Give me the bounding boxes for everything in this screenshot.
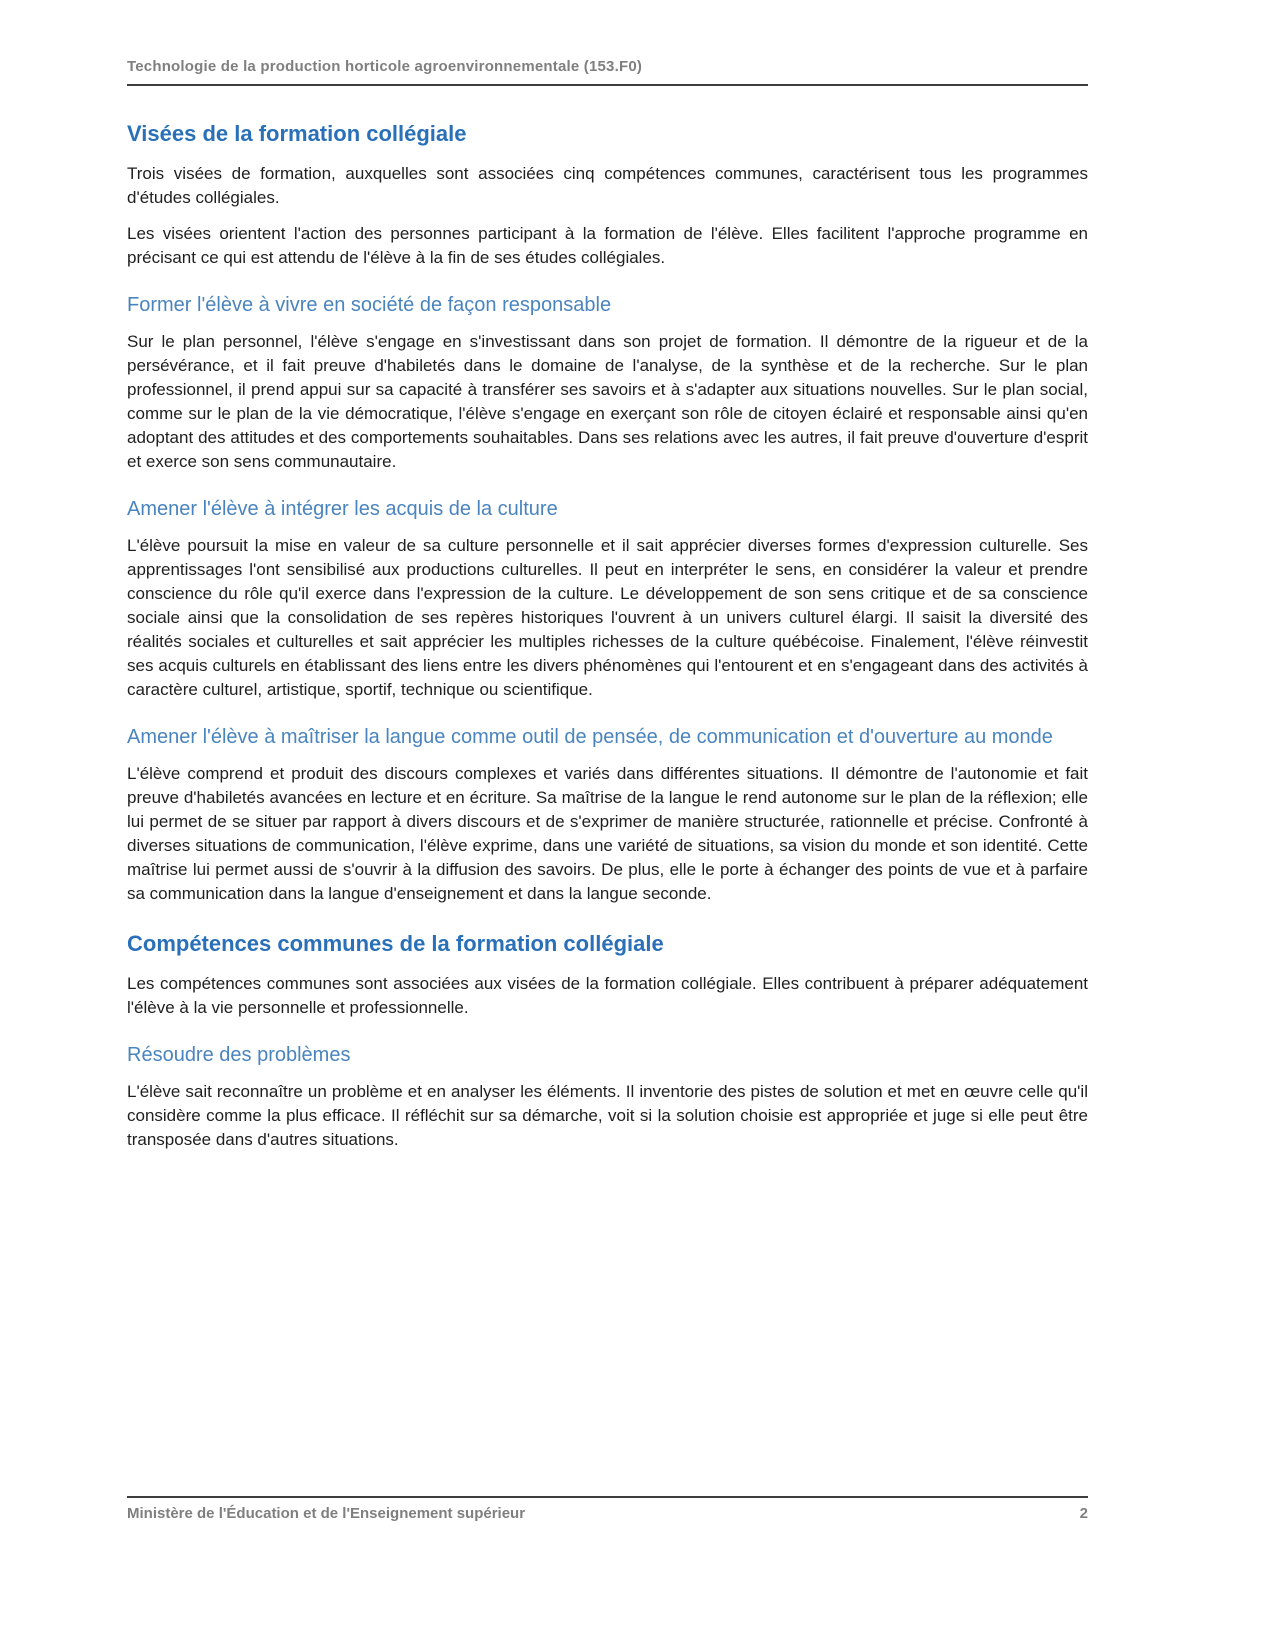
subheading-maitriser-langue: Amener l'élève à maîtriser la langue comme outil de pensée, de communication et d'ouverture au monde (127, 726, 1053, 748)
document-content (127, 120, 1088, 1164)
paragraph: L'élève poursuit la mise en valeur de sa culture personnelle et il sait apprécier diverses formes d'expression culturelle. Ses apprentissages l'ont sensibilisé aux productions culturelles. Il peut en interpréter le sens, en considérer la valeur et prendre conscience du rôle qu'il exerce dans l'expression de la culture. Le développement de son sens critique et de sa conscience sociale ainsi que la consolidation de ses repères historiques l'ouvrent à un univers culturel élargi. Il saisit la diversité des réalités sociales et culturelles et sait apprécier les multiples richesses de la culture québécoise. Finalement, l'élève réinvestit ses acquis culturels en établissant des liens entre les divers phénomènes qui l'entourent et en s'engageant dans des activités à caractère culturel, artistique, sportif, technique ou scientifique. (127, 536, 1088, 699)
subheading-integrer-acquis-culture: Amener l'élève à intégrer les acquis de la culture (127, 498, 558, 520)
paragraph: L'élève sait reconnaître un problème et en analyser les éléments. Il inventorie des pistes de solution et met en œuvre celle qu'il considère comme la plus efficace. Il réfléchit sur sa démarche, voit si la solution choisie est appropriée et juge si elle peut être transposée dans d'autres situations. (127, 1082, 1088, 1149)
header-rule (127, 84, 1088, 86)
subheading-resoudre-problemes: Résoudre des problèmes (127, 1044, 351, 1066)
paragraph: Les compétences communes sont associées aux visées de la formation collégiale. Elles contribuent à préparer adéquatement l'élève à la vie personnelle et professionnelle. (127, 974, 1088, 1017)
footer-page-number: 2 (1079, 1505, 1088, 1522)
footer-rule (127, 1496, 1088, 1498)
paragraph: Sur le plan personnel, l'élève s'engage en s'investissant dans son projet de formation. Il démontre de la rigueur et de la persévérance, et il fait preuve d'habiletés dans le domaine de l'analyse, de la synthèse et de la recherche. Sur le plan professionnel, il prend appui sur sa capacité à transférer ses savoirs et à s'adapter aux situations nouvelles. Sur le plan social, comme sur le plan de la vie démocratique, l'élève s'engage en exerçant son rôle de citoyen éclairé et responsable ainsi qu'en adoptant des attitudes et des comportements souhaitables. Dans ses relations avec les autres, il fait preuve d'ouverture d'esprit et exerce son sens communautaire. (127, 332, 1088, 471)
page-header (127, 58, 1088, 86)
footer-ministry-text: Ministère de l'Éducation et de l'Enseignement supérieur (127, 1505, 526, 1522)
paragraph: Trois visées de formation, auxquelles sont associées cinq compétences communes, caractérisent tous les programmes d'études collégiales. (127, 164, 1088, 207)
paragraph: L'élève comprend et produit des discours complexes et variés dans différentes situations. Il démontre de l'autonomie et fait preuve d'habiletés avancées en lecture et en écriture. Sa maîtrise de la langue le rend autonome sur le plan de la réflexion; elle lui permet de se situer par rapport à divers discours et de s'exprimer de manière structurée, rationnelle et précise. Confronté à diverses situations de communication, l'élève exprime, dans une variété de situations, sa vision du monde et son identité. Cette maîtrise lui permet aussi de s'ouvrir à la diffusion des savoirs. De plus, elle le porte à échanger des points de vue et à parfaire sa communication dans la langue d'enseignement et dans la langue seconde. (127, 764, 1088, 903)
subheading-former-eleve-societe: Former l'élève à vivre en société de façon responsable (127, 294, 612, 316)
heading-visees-formation: Visées de la formation collégiale (127, 121, 467, 146)
paragraph: Les visées orientent l'action des personnes participant à la formation de l'élève. Elles facilitent l'approche programme en précisant ce qui est attendu de l'élève à la fin de ses études collégiales. (127, 224, 1088, 267)
heading-competences-communes: Compétences communes de la formation collégiale (127, 931, 664, 956)
page-footer (127, 1496, 1088, 1522)
running-header-title: Technologie de la production horticole agroenvironnementale (153.F0) (127, 58, 643, 75)
